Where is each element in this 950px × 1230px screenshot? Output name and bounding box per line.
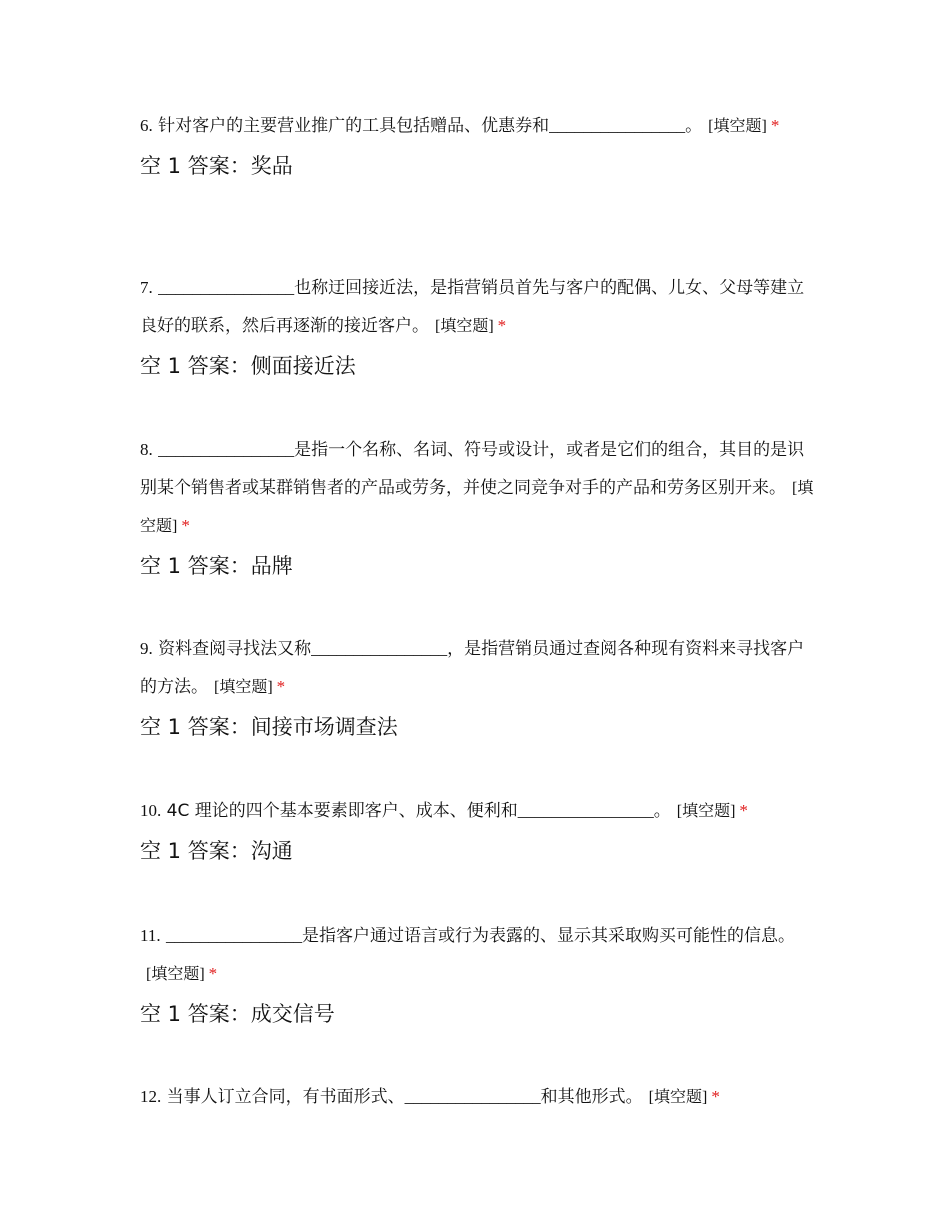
question-11 <box>140 917 820 1029</box>
question-8 <box>140 431 820 581</box>
question-number: 7. <box>140 278 153 297</box>
question-type-tag: [填空题] <box>140 478 814 535</box>
question-text-after: 也称迂回接近法，是指营销员首先与客户的配偶、儿女、父母等建立良好的联系，然后再逐渐的接近客户。 <box>140 278 805 336</box>
fill-blank: ________________ <box>517 801 654 820</box>
question-type-tag: [填空题] <box>648 1087 708 1106</box>
question-text <box>140 630 820 706</box>
question-type-tag: [填空题] <box>146 964 205 983</box>
fill-blank: ________________ <box>549 116 686 135</box>
answer-line <box>140 351 820 381</box>
question-number: 6. <box>140 116 153 135</box>
required-marker: * <box>181 516 190 535</box>
fill-blank: ________________ <box>404 1087 541 1106</box>
question-9 <box>140 630 820 742</box>
question-text-after: 。 <box>653 801 671 821</box>
question-number: 8. <box>140 440 153 459</box>
required-marker: * <box>770 116 780 135</box>
question-text-after: 是指客户通过语言或行为表露的、显示其采取购买可能性的信息。 <box>302 926 796 946</box>
required-marker: * <box>497 316 507 335</box>
question-text-before: 当事人订立合同，有书面形式、 <box>166 1087 405 1107</box>
question-text-before: 资料查阅寻找法又称 <box>158 639 312 659</box>
question-type-tag: [填空题] <box>676 801 736 820</box>
question-number: 10. <box>140 801 162 820</box>
question-number: 12. <box>140 1087 162 1106</box>
answer-label: 空 1 答案： <box>140 354 251 378</box>
answer-line <box>140 836 820 866</box>
answer-line <box>140 551 820 581</box>
answer-value: 成交信号 <box>250 1002 335 1026</box>
answer-value: 沟通 <box>250 839 293 863</box>
answer-line <box>140 151 820 181</box>
question-text <box>140 269 820 345</box>
answer-line <box>140 712 820 742</box>
question-text <box>140 792 820 830</box>
question-text <box>140 431 820 545</box>
question-text-after: 。 <box>685 116 703 136</box>
question-text <box>140 1078 820 1116</box>
question-number: 9. <box>140 639 153 658</box>
question-text-after: 是指一个名称、名词、符号或设计，或者是它们的组合，其目的是识别某个销售者或某群销售者的产品或劳务，并使之同竞争对手的产品和劳务区别开来。 <box>140 440 805 498</box>
answer-line <box>140 999 820 1029</box>
question-text <box>140 107 820 145</box>
answer-value: 间接市场调查法 <box>250 715 398 739</box>
question-text <box>140 917 820 993</box>
question-text-after: ，是指营销员通过查阅各种现有资料来寻找客户的方法。 <box>140 639 805 697</box>
question-type-tag: [填空题] <box>708 116 767 135</box>
question-text-before: 4C 理论的四个基本要素即客户、成本、便利和 <box>166 801 518 821</box>
required-marker: * <box>276 677 286 696</box>
answer-label: 空 1 答案： <box>140 154 251 178</box>
answer-label: 空 1 答案： <box>140 554 251 578</box>
question-number: 11. <box>140 926 161 945</box>
question-text-before: 针对客户的主要营业推广的工具包括赠品、优惠券和 <box>158 116 550 136</box>
answer-label: 空 1 答案： <box>140 715 251 739</box>
fill-blank: ________________ <box>166 926 303 945</box>
fill-blank: ________________ <box>311 639 448 658</box>
required-marker: * <box>739 801 748 820</box>
answer-label: 空 1 答案： <box>140 839 251 863</box>
required-marker: * <box>208 964 218 983</box>
required-marker: * <box>711 1087 720 1106</box>
fill-blank: ________________ <box>158 440 295 459</box>
question-6 <box>140 107 820 181</box>
question-text-after: 和其他形式。 <box>540 1087 643 1107</box>
answer-value: 侧面接近法 <box>250 354 356 378</box>
question-12 <box>140 1078 820 1116</box>
answer-label: 空 1 答案： <box>140 1002 251 1026</box>
question-10 <box>140 792 820 866</box>
answer-value: 品牌 <box>250 554 293 578</box>
question-7 <box>140 269 820 381</box>
fill-blank: ________________ <box>158 278 295 297</box>
answer-value: 奖品 <box>250 154 293 178</box>
question-type-tag: [填空题] <box>435 316 494 335</box>
question-type-tag: [填空题] <box>214 677 273 696</box>
